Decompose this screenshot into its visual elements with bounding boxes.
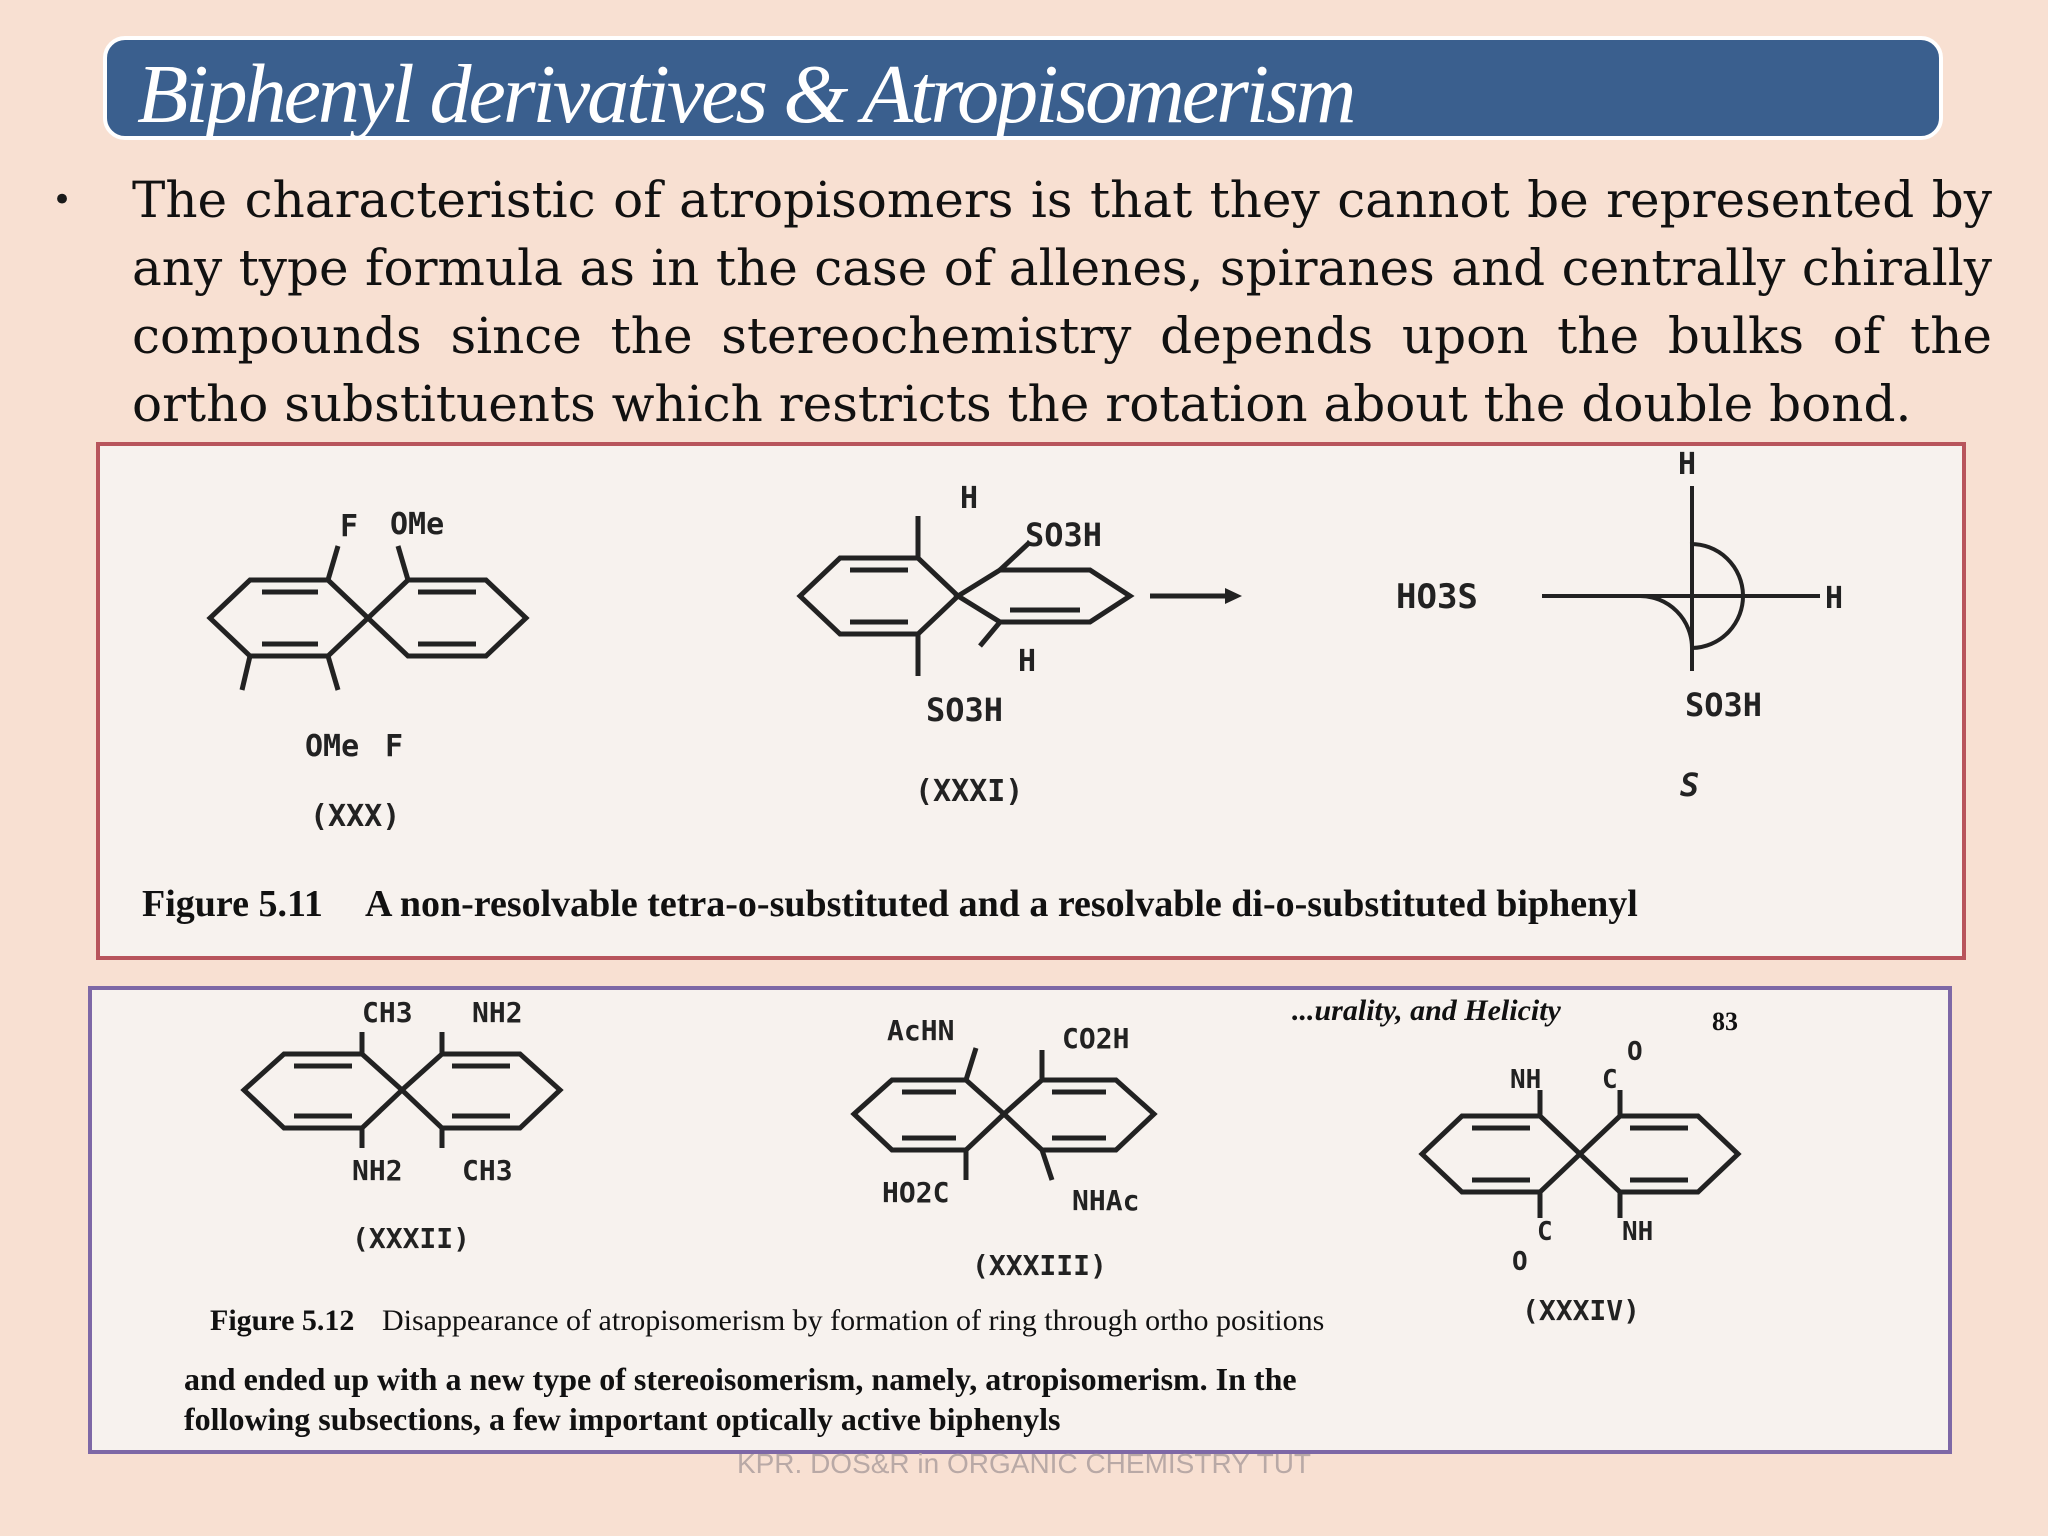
xxxii-label: (XXXII) xyxy=(352,1222,471,1255)
title-bar xyxy=(103,36,1943,140)
bullet-text: The characteristic of atropisomers is that they cannot be represented by any type formula as in the case of allenes, spiranes and centrally chirally compounds since the stereochemistry depends upon the bulks of the ortho substituents which restricts the rotation about the double bond. xyxy=(132,171,1992,433)
xxxiv-o-top: O xyxy=(1627,1037,1643,1067)
newman-descriptor: S xyxy=(1680,766,1700,804)
xxxii-ch3-top: CH3 xyxy=(362,996,413,1029)
xxxiv-label: (XXXIV) xyxy=(1522,1294,1641,1327)
xxxi-label: (XXXI) xyxy=(915,774,1024,809)
xxxiii-label: (XXXIII) xyxy=(972,1249,1107,1282)
book-text-line1: and ended up with a new type of stereoisomerism, namely, atropisomerism. In the xyxy=(184,1361,1297,1397)
xxxiii-ho2c: HO2C xyxy=(882,1176,950,1209)
figure-5-12-label: Figure 5.12 xyxy=(210,1304,355,1337)
xxxii-nh2-top: NH2 xyxy=(472,996,523,1029)
xxxiii-co2h: CO2H xyxy=(1062,1022,1130,1055)
structure-xxx xyxy=(210,546,526,690)
structure-xxxi xyxy=(800,516,1225,676)
xxx-ome-bottom: OMe xyxy=(305,729,360,764)
xxxii-nh2-bottom: NH2 xyxy=(352,1154,403,1187)
newman-right: H xyxy=(1825,581,1844,616)
xxxi-so3h-top: SO3H xyxy=(1025,516,1103,554)
book-page-number: 83 xyxy=(1712,1007,1738,1036)
newman-top: H xyxy=(1678,447,1697,482)
newman-left-group: HO3S xyxy=(1396,577,1478,617)
xxxi-so3h-bottom: SO3H xyxy=(926,691,1004,729)
xxxiv-nh-bottom: NH xyxy=(1622,1217,1654,1247)
figure-5-12 xyxy=(88,986,1952,1454)
xxx-label: (XXX) xyxy=(310,799,401,834)
figure-5-11-label: Figure 5.11 xyxy=(142,883,323,925)
figure-5-12-caption: Disappearance of atropisomerism by formation of ring through ortho positions xyxy=(382,1304,1325,1337)
xxxii-ch3-bottom: CH3 xyxy=(462,1154,513,1187)
xxxiv-nh-top: NH xyxy=(1510,1065,1542,1095)
book-text-line2: following subsections, a few important optically active biphenyls xyxy=(184,1401,1061,1437)
bullet-marker: • xyxy=(52,180,73,220)
slide-title: Biphenyl derivatives & Atropisomerism xyxy=(137,48,1354,141)
xxxiv-o-bottom: O xyxy=(1512,1247,1528,1277)
newman-bottom: SO3H xyxy=(1685,686,1763,724)
xxxiii-nhac: NHAc xyxy=(1072,1184,1140,1217)
xxx-ome-top: OMe xyxy=(390,507,445,542)
slide-footer: KPR. DOS&R in ORGANIC CHEMISTRY TUT xyxy=(736,1448,1312,1479)
xxx-f-bottom: F xyxy=(385,729,404,764)
xxxi-h-top: H xyxy=(960,481,979,516)
figure-5-11 xyxy=(96,442,1966,960)
xxxiii-achn: AcHN xyxy=(887,1014,955,1047)
structure-xxxii xyxy=(244,1032,560,1148)
xxxiv-c-bottom: C xyxy=(1537,1217,1553,1247)
newman-projection xyxy=(1542,486,1820,671)
book-header-fragment: ...urality, and Helicity xyxy=(1292,994,1561,1027)
structure-xxxiii xyxy=(854,1048,1154,1180)
structure-xxxiv xyxy=(1422,1090,1738,1218)
xxx-f-top: F xyxy=(340,509,359,544)
xxxiv-c-top: C xyxy=(1602,1065,1618,1095)
xxxi-h-mid: H xyxy=(1018,644,1037,679)
figure-5-11-caption: A non-resolvable tetra-o-substituted and a resolvable di-o-substituted biphenyl xyxy=(365,883,1638,925)
